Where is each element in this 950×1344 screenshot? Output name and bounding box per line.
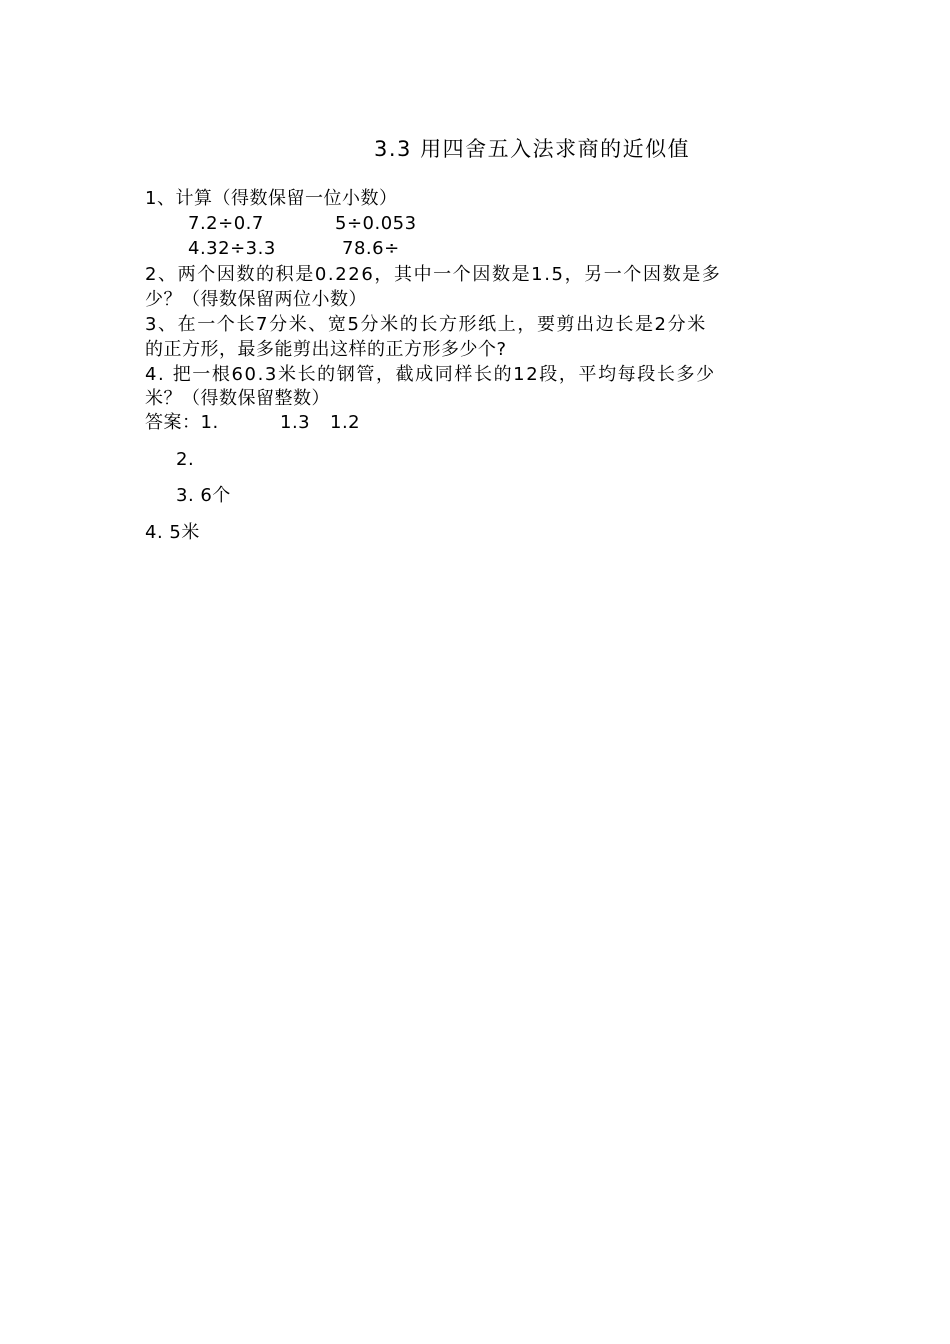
question-1-heading: 1、计算（得数保留一位小数） [145,188,398,209]
question-4-line-1: 4. 把一根60.3米长的钢管，截成同样长的12段，平均每段长多少 [145,364,716,385]
question-1-expression-a: 7.2÷0.7 [188,213,264,234]
answer-1-value-1: 1.3 [280,412,311,433]
question-1-expression-d: 78.6÷ [342,238,400,259]
question-4-line-2: 米？（得数保留整数） [145,388,330,409]
answer-1-label: 答案：1. [145,412,219,433]
question-1-expression-c: 4.32÷3.3 [188,238,276,259]
question-3-line-2: 的正方形，最多能剪出这样的正方形多少个? [145,339,507,360]
question-3-line-1: 3、在一个长7分米、宽5分米的长方形纸上，要剪出边长是2分米 [145,314,707,335]
answer-1-value-2: 1.2 [330,412,361,433]
answer-3: 3. 6个 [176,485,231,506]
question-2-line-1: 2、两个因数的积是0.226，其中一个因数是1.5，另一个因数是多 [145,264,722,285]
answer-2: 2. [176,449,195,470]
question-2-line-2: 少？（得数保留两位小数） [145,289,367,310]
question-1-expression-b: 5÷0.053 [335,213,417,234]
answer-4: 4. 5米 [145,522,200,543]
page-title: 3.3 用四舍五入法求商的近似值 [374,137,691,161]
